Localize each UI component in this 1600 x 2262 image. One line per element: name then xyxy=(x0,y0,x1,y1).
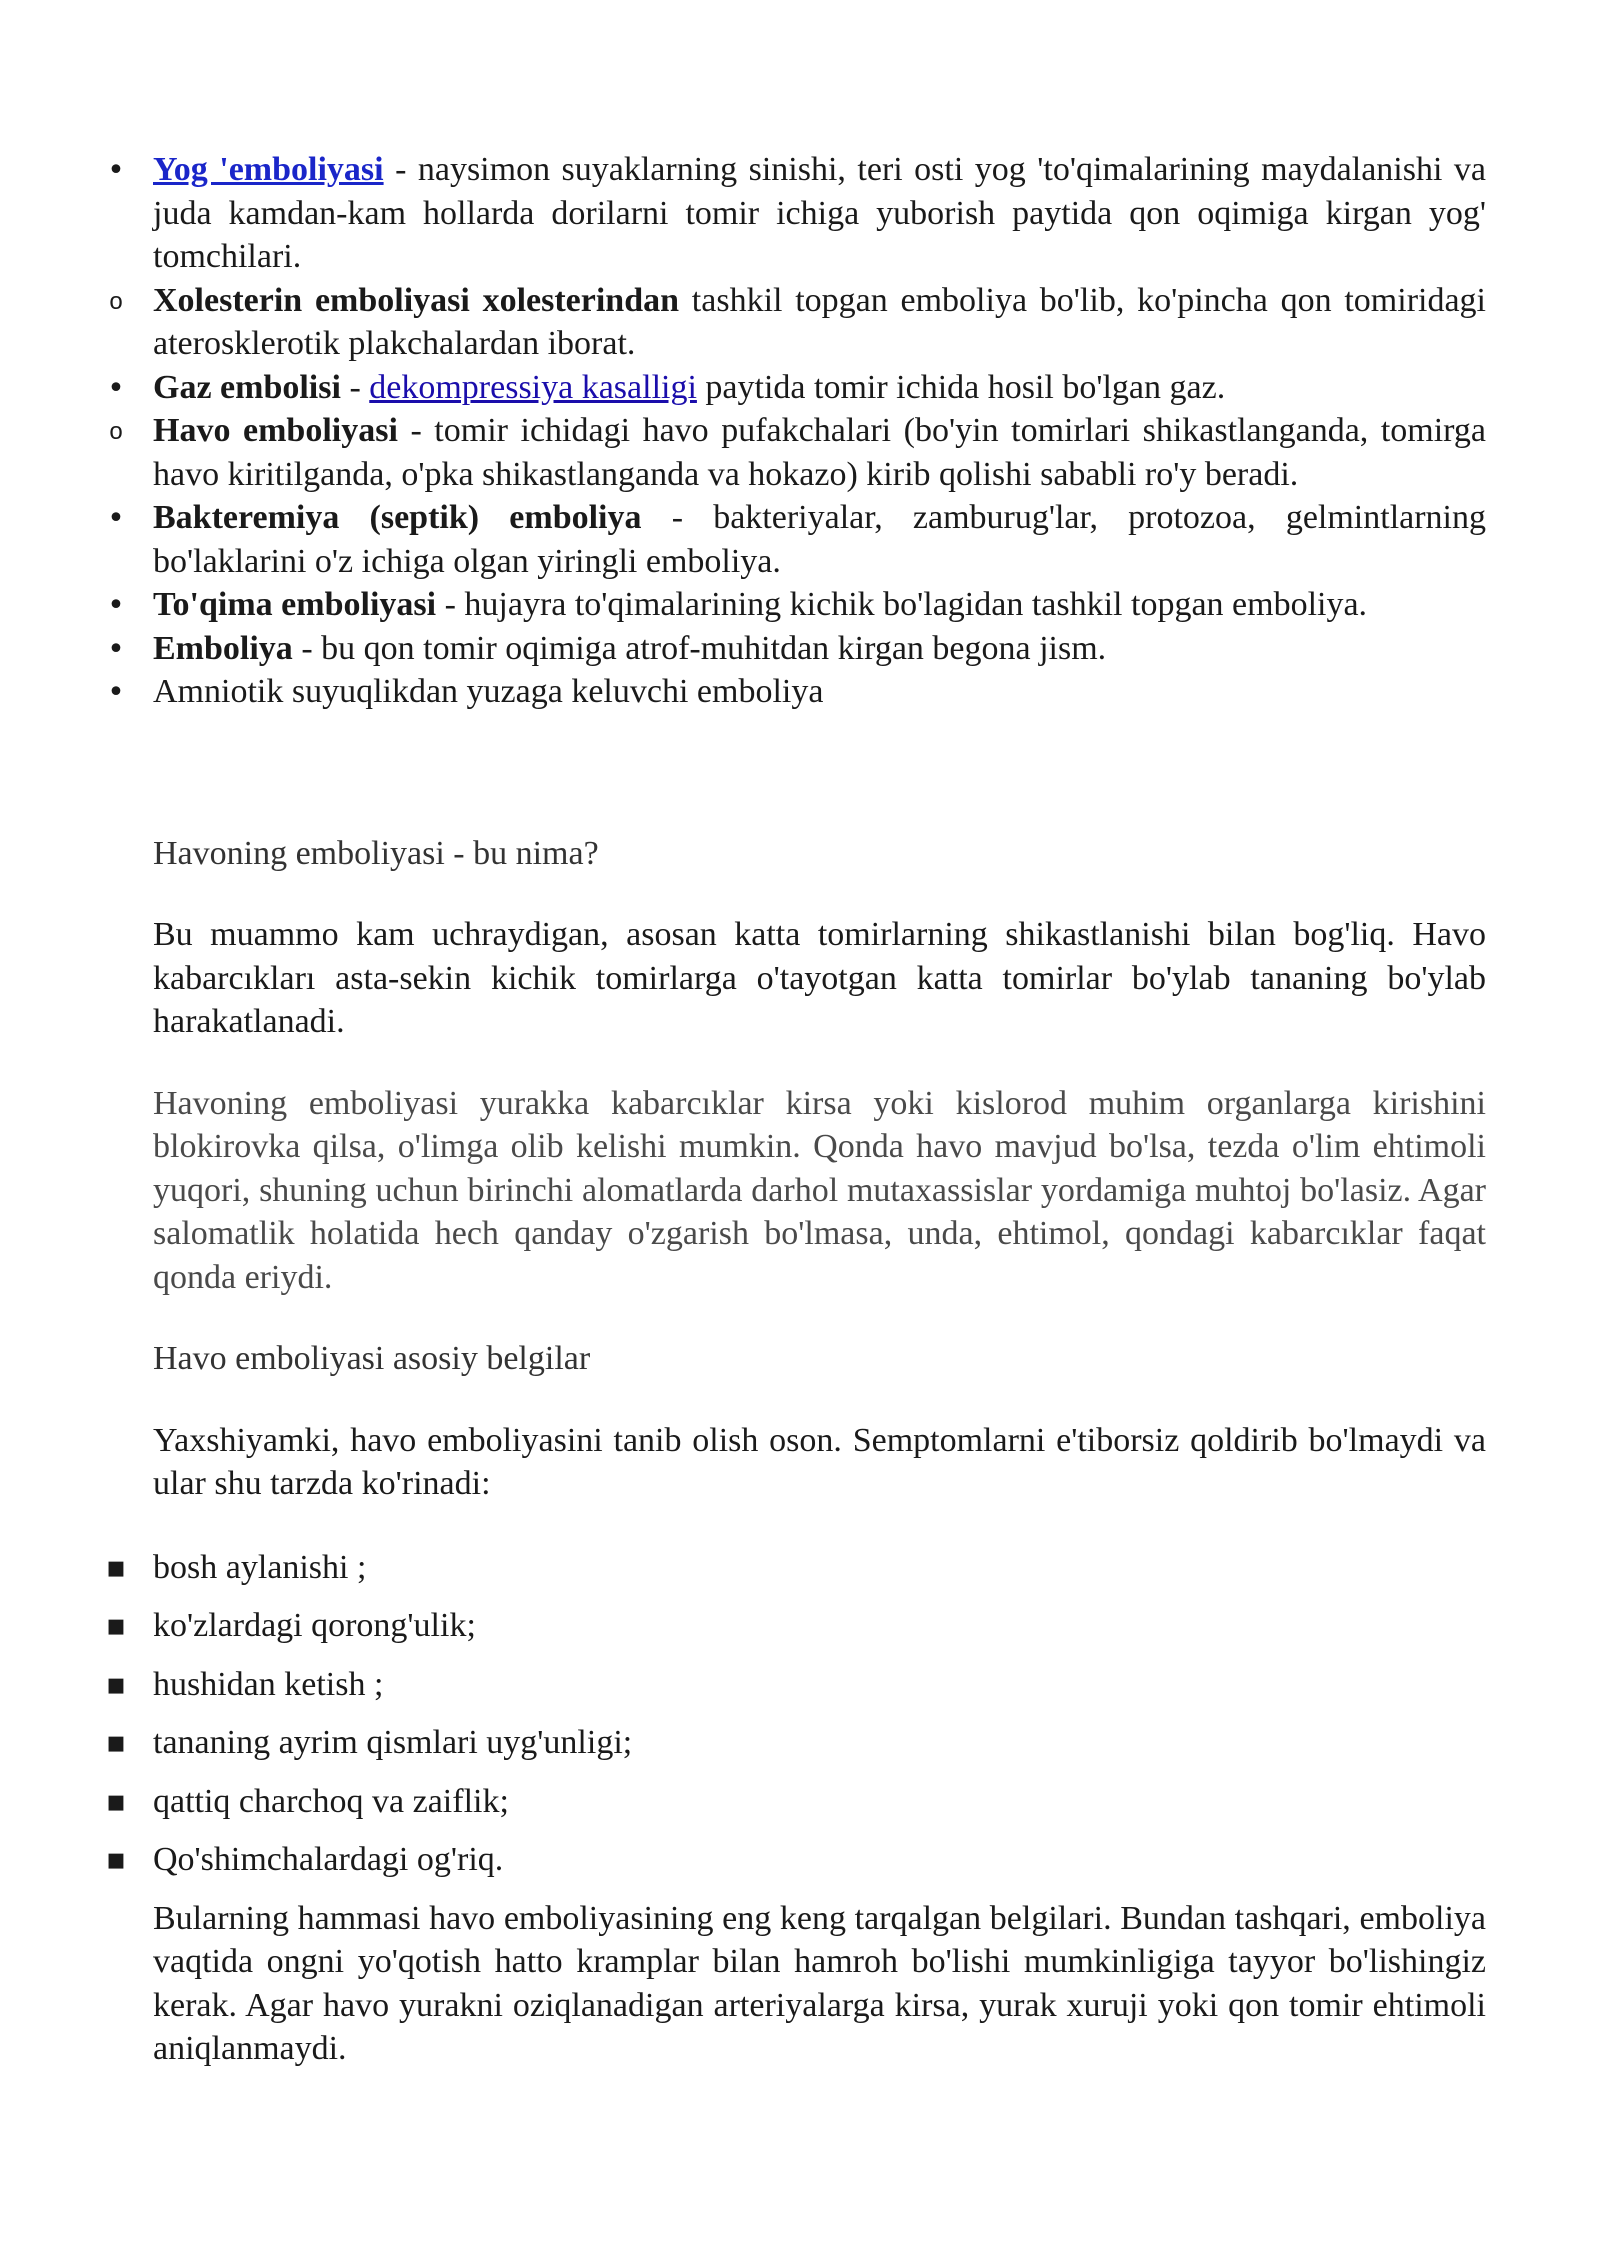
list-item xyxy=(153,1838,1486,1882)
decompression-sickness-link[interactable]: dekompressiya kasalligi xyxy=(369,368,697,406)
list-item-text: tashkil topgan emboliya bo'lib, ko'pincha qon tomiridagi aterosklerotik plakchalardan iborat. xyxy=(153,281,1486,362)
list-item xyxy=(153,148,1486,279)
list-item-term: Emboliya xyxy=(153,629,293,667)
document-page xyxy=(153,148,1486,2071)
paragraph: Yaxshiyamki, havo emboliyasini tanib olish oson. Semptomlarni e'tiborsiz qoldirib bo'lmaydi va ular shu tarzda ko'rinadi: xyxy=(153,1421,1486,1502)
bullet-icon xyxy=(101,366,131,411)
bullet-icon xyxy=(101,670,131,715)
bullet-icon xyxy=(101,148,131,193)
list-item xyxy=(153,279,1486,366)
square-bullet-icon xyxy=(101,1721,131,1766)
square-bullet-icon xyxy=(101,1604,131,1649)
list-item xyxy=(153,1780,1486,1824)
list-item-text: hushidan ketish ; xyxy=(153,1665,384,1703)
bullet-icon xyxy=(101,279,131,326)
paragraph: Bularning hammasi havo emboliyasining eng keng tarqalgan belgilari. Bundan tashqari, emboliya vaqtida ongni yo'qotish hatto kramplar bilan hamroh bo'lishi mumkinligiga tayyor bo'lishingiz kerak. Agar havo yurakni oziqlanadigan arteriyalarga kirsa, yurak xuruji yoki qon tomir ehtimoli aniqlanmaydi. xyxy=(153,1899,1486,2067)
list-item xyxy=(153,583,1486,627)
list-item-text: - bu qon tomir oqimiga atrof-muhitdan kirgan begona jism. xyxy=(292,629,1107,667)
embolism-types-list xyxy=(153,148,1486,714)
list-item xyxy=(153,1546,1486,1590)
list-item-term: Havo emboliyasi xyxy=(153,412,398,449)
paragraph: Bu muammo kam uchraydigan, asosan katta tomirlarning shikastlanishi bilan bog'liq. Havo kabarcıkları asta-sekin kichik tomirlarga o'tayotgan katta tomirlar bo'ylab tananing bo'ylab harakatlanadi. xyxy=(153,916,1486,1040)
bullet-icon xyxy=(101,583,131,628)
list-item xyxy=(153,496,1486,583)
list-item xyxy=(153,1604,1486,1648)
list-item-text: - tomir ichidagi havo pufakchalari (bo'yin tomirlari shikastlanganda, tomirga havo kiritilganda, o'pka shikastlanganda va hokazo) kirib qolishi sababli ro'y beradi. xyxy=(153,412,1486,493)
square-bullet-icon xyxy=(101,1546,131,1591)
list-item-text: qattiq charchoq va zaiflik; xyxy=(153,1782,509,1820)
bullet-icon xyxy=(101,496,131,541)
list-item-term: Bakteremiya (septik) emboliya xyxy=(153,499,642,536)
list-item-text: - hujayra to'qimalarining kichik bo'lagidan tashkil topgan emboliya. xyxy=(436,586,1368,623)
list-item-text: bosh aylanishi ; xyxy=(153,1548,367,1586)
list-item xyxy=(153,670,1486,714)
list-item-term: Xolesterin emboliyasi xolesterindan xyxy=(153,281,680,319)
square-bullet-icon xyxy=(101,1838,131,1883)
list-item xyxy=(153,409,1486,496)
list-item xyxy=(153,1721,1486,1765)
paragraph: Havoning emboliyasi yurakka kabarcıklar kirsa yoki kislorod muhim organlarga kirishini blokirovka qilsa, o'limga olib kelishi mumkin. Qonda havo mavjud bo'lsa, tezda o'lim ehtimoli yuqori, shuning uchun birinchi alomatlarda darhol mutaxassislar yordamiga muhtoj bo'lasiz. Agar salomatlik holatida hech qanday o'zgarish bo'lmasa, unda, ehtimol, qondagi kabarcıklar faqat qonda eriydi. xyxy=(153,1084,1486,1296)
section-heading: Havo emboliyasi asosiy belgilar xyxy=(153,1340,591,1377)
square-bullet-icon xyxy=(101,1663,131,1708)
list-item-text: paytida tomir ichida hosil bo'lgan gaz. xyxy=(696,368,1226,406)
list-item xyxy=(153,1663,1486,1707)
symptoms-list xyxy=(153,1546,1486,1882)
list-item-text: Qo'shimchalardagi og'riq. xyxy=(153,1841,504,1878)
list-item xyxy=(153,627,1486,671)
square-bullet-icon xyxy=(101,1780,131,1825)
list-item-term: To'qima emboliyasi xyxy=(153,586,437,623)
section-heading: Havoning emboliyasi - bu nima? xyxy=(153,834,599,872)
list-item-separator: - xyxy=(340,368,370,406)
list-item-text: - bakteriyalar, zamburug'lar, protozoa, gelmintlarning bo'laklarini o'z ichiga olgan yiringli emboliya. xyxy=(153,499,1486,580)
fat-embolism-link[interactable]: Yog 'emboliyasi xyxy=(153,151,384,188)
bullet-icon xyxy=(101,409,131,456)
bullet-icon xyxy=(101,627,131,672)
list-item-text: - naysimon suyaklarning sinishi, teri osti yog 'to'qimalarining maydalanishi va juda kamdan-kam hollarda dorilarni tomir ichiga yuborish paytida qon oqimiga kirgan yog' tomchilari. xyxy=(153,151,1486,275)
list-item-term: Gaz embolisi xyxy=(153,368,341,406)
list-item-text: ko'zlardagi qorong'ulik; xyxy=(153,1607,476,1644)
list-item-text: Amniotik suyuqlikdan yuzaga keluvchi emboliya xyxy=(153,673,824,710)
list-item-text: tananing ayrim qismlari uyg'unligi; xyxy=(153,1724,633,1761)
list-item xyxy=(153,366,1486,410)
